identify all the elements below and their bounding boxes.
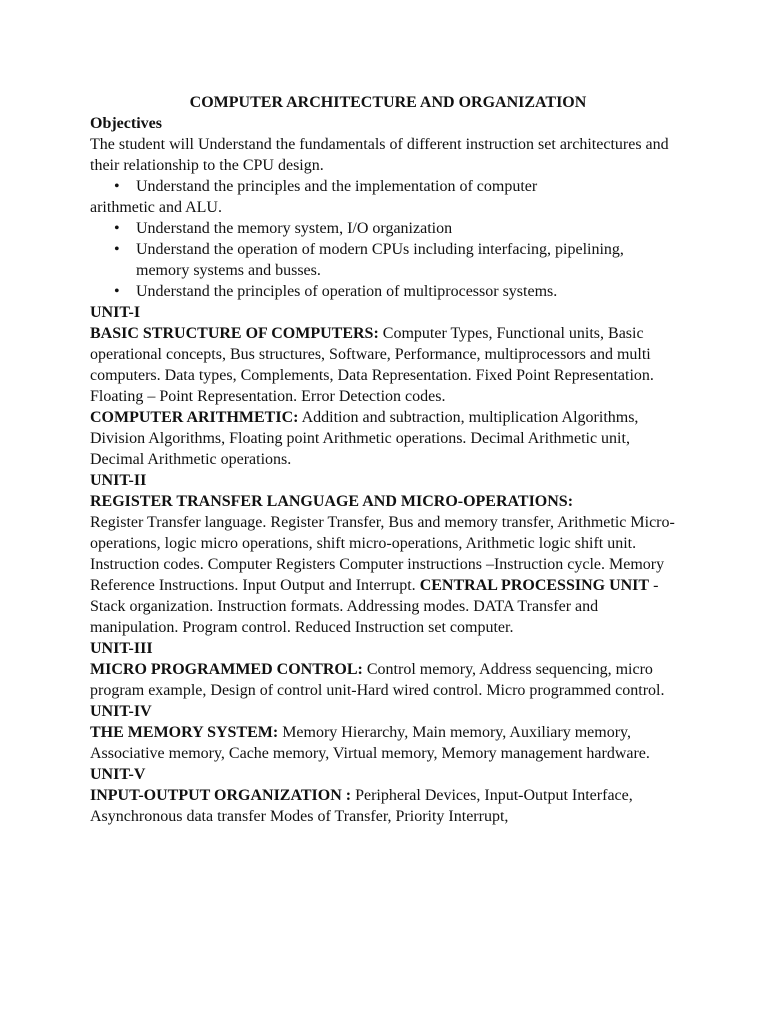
unit-2-heading: UNIT-II: [90, 472, 147, 489]
objectives-list: [90, 176, 678, 197]
objective-item-1: [90, 176, 678, 197]
objective-item-1-continuation: arithmetic and ALU.: [90, 199, 222, 216]
unit-4-section-1-title: THE MEMORY SYSTEM:: [90, 724, 279, 741]
unit-1-section-1-title: BASIC STRUCTURE OF COMPUTERS:: [90, 325, 379, 342]
objective-item-4: [90, 281, 678, 302]
unit-3-heading: UNIT-III: [90, 640, 153, 657]
unit-1-section-1: [90, 323, 678, 407]
unit-3-section-1-title: MICRO PROGRAMMED CONTROL:: [90, 661, 363, 678]
objective-item-2: [90, 218, 678, 239]
unit-1-heading: UNIT-I: [90, 304, 141, 321]
unit-5-section-1-title: INPUT-OUTPUT ORGANIZATION :: [90, 787, 352, 804]
unit-5-section-1: [90, 785, 678, 827]
unit-2-section-1: [90, 512, 678, 638]
objective-item-2-text: Understand the memory system, I/O organization: [136, 220, 453, 237]
unit-1-section-2-title: COMPUTER ARITHMETIC:: [90, 409, 299, 426]
unit-2-section-2-title: CENTRAL PROCESSING UNIT: [419, 577, 650, 594]
objectives-heading: Objectives: [90, 115, 162, 132]
unit-2-section-2-text: - Stack organization. Instruction formats. Addressing modes. DATA Transfer and manipulation. Program control. Reduced Instruction set computer.: [90, 577, 659, 636]
document-title: COMPUTER ARCHITECTURE AND ORGANIZATION: [189, 94, 587, 111]
unit-5-section-1-text: Peripheral Devices, Input-Output Interface, Asynchronous data transfer Modes of Transfer, Priority Interrupt,: [90, 787, 633, 825]
unit-1-section-1-text: Computer Types, Functional units, Basic operational concepts, Bus structures, Software, Performance, multiprocessors and multi computers. Data types, Complements, Data Representation. Fixed Point Representation. Floating – Point Representation. Error Detection codes.: [90, 325, 654, 405]
objectives-intro: The student will Understand the fundamentals of different instruction set architectures and their relationship to the CPU design.: [90, 136, 669, 174]
unit-4-section-1: [90, 722, 678, 764]
unit-1-section-2: [90, 407, 678, 470]
unit-2-section-1-title: REGISTER TRANSFER LANGUAGE AND MICRO-OPERATIONS:: [90, 493, 574, 510]
objective-item-3: [90, 239, 678, 281]
objective-item-1-text: Understand the principles and the implementation of computer: [136, 178, 538, 195]
unit-4-section-1-text: Memory Hierarchy, Main memory, Auxiliary memory, Associative memory, Cache memory, Virtual memory, Memory management hardware.: [90, 724, 650, 762]
unit-5-heading: UNIT-V: [90, 766, 146, 783]
unit-3-section-1-text: Control memory, Address sequencing, micro program example, Design of control unit-Hard wired control. Micro programmed control.: [90, 661, 665, 699]
objective-item-4-text: Understand the principles of operation of multiprocessor systems.: [136, 283, 558, 300]
objectives-list-2: [90, 218, 678, 302]
unit-2-section-1-text: Register Transfer language. Register Transfer, Bus and memory transfer, Arithmetic Micro-operations, logic micro operations, shift micro-operations, Arithmetic logic shift unit. Instruction codes. Computer Registers Computer instructions –Instruction cycle. Memory Reference Instructions. Input Output and Interrupt.: [90, 514, 675, 594]
objective-item-3-text: Understand the operation of modern CPUs including interfacing, pipelining, memory systems and busses.: [136, 241, 624, 279]
unit-4-heading: UNIT-IV: [90, 703, 152, 720]
unit-3-section-1: [90, 659, 678, 701]
unit-1-section-2-text: Addition and subtraction, multiplication Algorithms, Division Algorithms, Floating point Arithmetic operations. Decimal Arithmetic unit, Decimal Arithmetic operations.: [90, 409, 639, 468]
